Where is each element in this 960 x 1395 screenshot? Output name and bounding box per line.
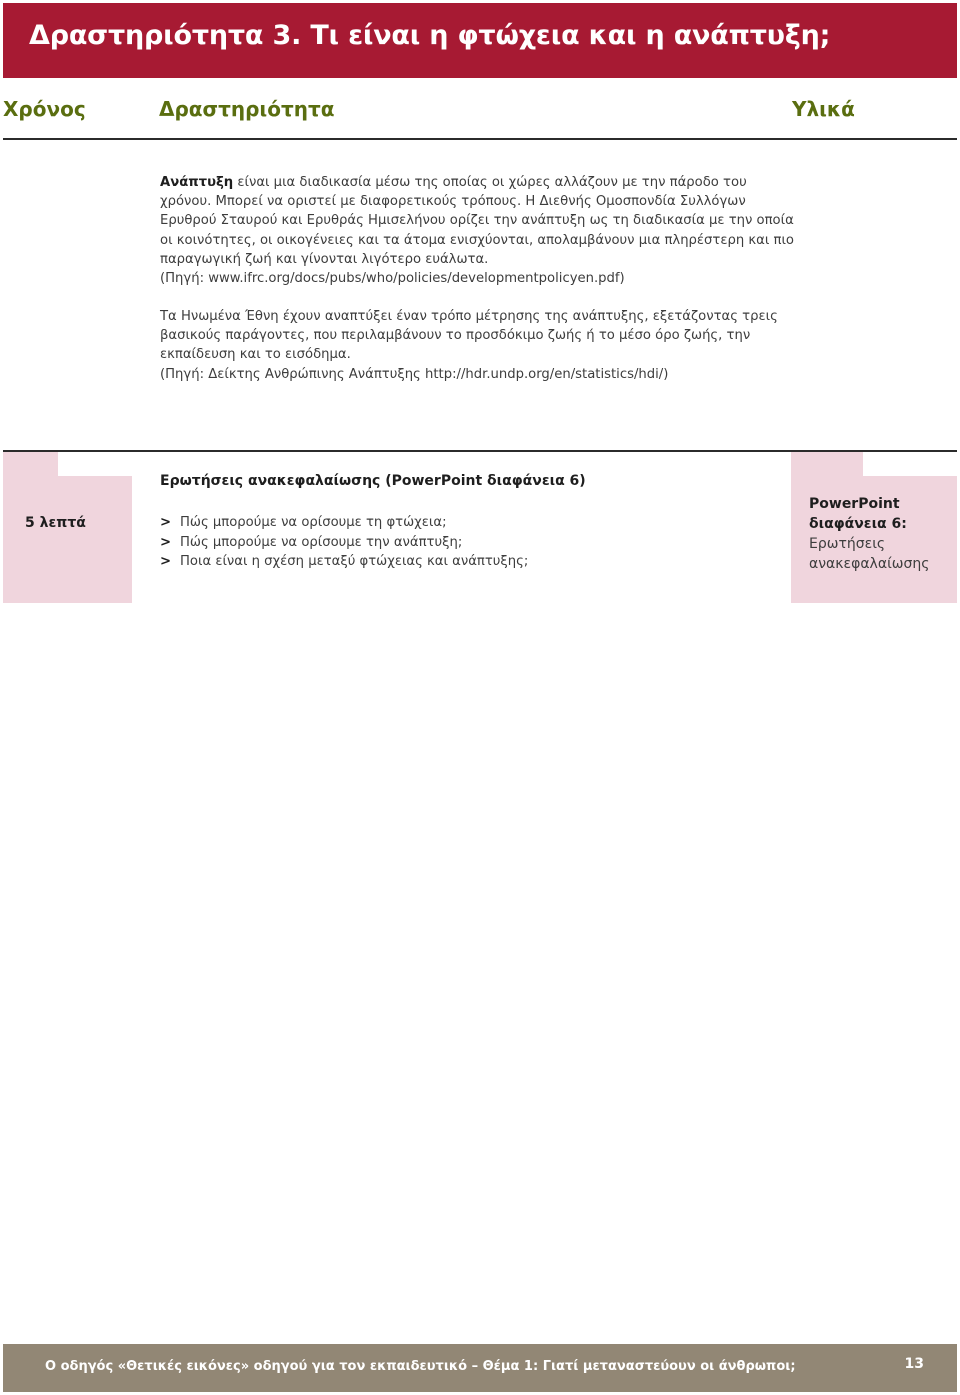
list-item: > Πώς μπορούμε να ορίσουμε την ανάπτυξη; <box>160 533 528 553</box>
list-item: > Ποια είναι η σχέση μεταξύ φτώχειας και ανάπτυξης; <box>160 552 528 572</box>
list-item: > Πώς μπορούμε να ορίσουμε τη φτώχεια; <box>160 513 528 533</box>
footer-text: Ο οδηγός «Θετικές εικόνες» οδηγού για τον εκπαιδευτικό – Θέμα 1: Γιατί μεταναστεύουν οι άνθρωποι; <box>45 1359 796 1374</box>
header-divider <box>3 138 957 140</box>
page-title: Δραστηριότητα 3. Τι είναι η φτώχεια και η ανάπτυξη; <box>29 20 831 51</box>
time-box-notch <box>58 452 132 476</box>
arrow-icon: > <box>160 554 172 569</box>
column-heading-materials: Υλικά <box>792 97 855 121</box>
arrow-icon: > <box>160 534 172 550</box>
intro-text-2: Τα Ηνωμένα Έθνη έχουν αναπτύξει έναν τρόπο μέτρησης της ανάπτυξης, εξετάζοντας τρεις βασικούς παράγοντες, που περιλαμβάνουν το προσδόκιμο ζωής ή το μέσο όρο ζωής, την εκπαίδευση και το εισόδημα. <box>160 309 778 363</box>
intro-paragraph-1 <box>160 173 800 288</box>
column-heading-activity: Δραστηριότητα <box>159 97 335 121</box>
title-bar <box>3 3 957 78</box>
page-number: 13 <box>904 1356 924 1372</box>
intro-source-2: (Πηγή: Δείκτης Ανθρώπινης Ανάπτυξης http://hdr.undp.org/en/statistics/hdi/) <box>160 366 669 382</box>
footer <box>3 1344 957 1392</box>
intro-text: είναι μια διαδικασία μέσω της οποίας οι χώρες αλλάζουν με την πάροδο του χρόνου. Μπορεί να οριστεί με διαφορετικούς τρόπους. Η Διεθνής Ομοσπονδία Συλλόγων Ερυθρού Σταυρού και Ερυθράς Ημισελήνου ορίζει την ανάπτυξη ως τη διαδικασία με την οποία οι κοινότητες, οι οικογένειες και τα άτομα ενισχύονται, απολαμβάνουν μια πληρέστερη και πιο παραγωγική ζωή και γίνονται λιγότερο ευάλωτα. <box>160 175 794 267</box>
review-materials: PowerPoint διαφάνεια 6: Ερωτήσεις ανακεφαλαίωσης <box>809 496 930 572</box>
materials-box-notch <box>863 452 957 476</box>
arrow-icon: > <box>160 515 172 530</box>
review-title: Ερωτήσεις ανακεφαλαίωσης (PowerPoint διαφάνεια 6) <box>160 473 586 489</box>
intro-term: Ανάπτυξη <box>160 175 234 190</box>
review-questions <box>160 513 528 572</box>
intro-paragraph-2 <box>160 307 800 384</box>
column-heading-time: Χρόνος <box>3 97 86 121</box>
review-time: 5 λεπτά <box>25 515 86 531</box>
intro-source-1: (Πηγή: www.ifrc.org/docs/pubs/who/policies/developmentpolicyen.pdf) <box>160 271 625 287</box>
